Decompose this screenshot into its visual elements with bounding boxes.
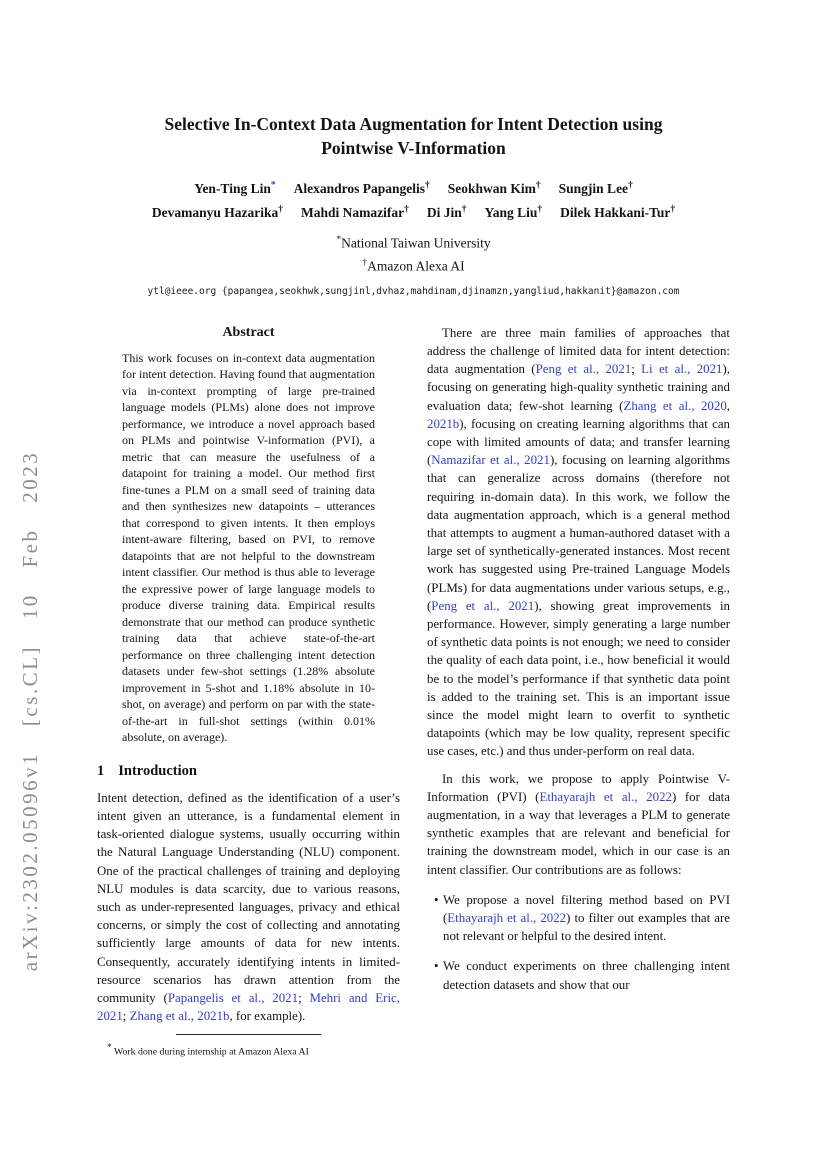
author-affiliation-mark: † [461,204,467,215]
footnote-rule [176,1034,321,1035]
author-affiliation-mark: † [535,180,541,191]
author-affiliation-mark: † [537,204,543,215]
body-text: We conduct experiments on three challenging intent detection datasets and show that our [443,959,730,992]
footnote-marker: * [107,1042,112,1053]
body-text: Intent detection, defined as the identification of a user’s intent given an utterance, is a fundamental element in task-oriented dialogue systems, usually occurring within the Natural Language Understanding (NLU) component. One of the practical challenges of training and deploying NLU modules is data scarcity, due to various reasons, such as under-represented languages, privacy and ethical concerns, or simply the cost of collecting and annotating sufficiently large amounts of data for new intents. Consequently, accurately identifying intents in limited-resource scenarios has drawn attention from the community ( [97,790,400,1005]
affiliation-ntu: *National Taiwan University [336,234,491,251]
body-text: ) to filter out examples that are not relevant or helpful to the desired intent. [443,911,730,944]
body-text: ), focusing on learning algorithms that can generalize across domains (therefore not requiring in-domain data). In this work, we follow the data augmentation approach, which is a general method that attempts to augment a human-authored dataset with a large set of synthetically-generated instances. Most recent work has suggested using Pre-trained Language Models (PLMs) for data augmentations under various setups, e.g., ( [427,453,730,613]
affiliation-mark-dagger: † [362,258,368,269]
citation-link[interactable]: Peng et al., 2021 [431,598,535,613]
paper-title [97,112,730,160]
contributions-list [427,891,730,994]
body-text: ; [631,362,642,377]
body-text: In this work, we propose to apply Pointwise V-Information (PVI) ( [427,771,730,804]
citation-link[interactable]: Papangelis et al., 2021 [167,990,299,1005]
citation-link[interactable]: 2021b [427,416,460,431]
author-name: Dilek Hakkani-Tur† [560,204,676,220]
contribution-bullet-1-text [443,891,730,946]
body-paragraph-pvi [427,770,730,879]
citation-link[interactable]: Li et al., 2021 [641,362,723,377]
body-text: , [726,398,731,413]
body-text: ), focusing on creating learning algorithms that can cope with limited amounts of data; and transfer learning ( [427,416,730,468]
author-list-row2 [97,199,730,223]
bullet-icon: • [434,892,439,907]
author-name: Yang Liu† [484,204,543,220]
intro-paragraph [97,789,400,1026]
citation-link[interactable]: Peng et al., 2021 [535,362,632,377]
paper-title-line1: Selective In-Context Data Augmentation for Intent Detection using [164,113,663,134]
citation-link[interactable]: Zhang et al., 2020 [623,398,727,413]
author-name: Seokhwan Kim† [447,180,541,197]
body-text: ; [122,1009,130,1024]
affiliations [97,230,730,277]
paper-content [97,0,730,1059]
bullet-icon: • [434,959,439,974]
author-affiliation-mark: † [278,204,284,215]
contribution-bullet-1 [427,891,730,946]
body-text: There are three main families of approaches that address the challenge of limited data for intent detection: data augmentation ( [427,325,730,377]
left-column [97,324,400,1059]
citation-link[interactable]: Ethayarajh et al., 2022 [447,911,567,926]
body-text: ), showing great improvements in performance. However, simply generating a large number of synthetic data points is not enough; we need to consider the quality of each data point, i.e., how beneficial it would be to the model’s performance if that synthetic data point is added to the training set. This is an important issue since the model might learn to overfit to synthetic datapoints (which may be low quality, represent specific use cases, etc.) and thus under-perform on real data. [427,598,730,759]
author-name: Devamanyu Hazarika† [151,204,284,220]
body-text: ), focusing on generating high-quality synthetic training and evaluation data; few-shot learning ( [427,362,730,413]
body-paragraph-approaches [427,324,730,761]
section-title: Introduction [118,762,197,779]
body-text: ; [298,990,310,1005]
author-affiliation-mark: † [425,180,430,191]
abstract-heading: Abstract [222,324,275,340]
section-heading-introduction [97,762,400,780]
paper-title-line2: Pointwise V-Information [321,137,506,158]
citation-link[interactable]: Namazifar et al., 2021 [431,453,550,468]
two-column-body [97,324,730,1059]
citation-link[interactable]: Zhang et al., 2021b [129,1009,230,1024]
right-column [427,324,730,994]
author-affiliation-mark: † [404,204,409,215]
body-text: ) for data augmentation, in a way that leverages a PLM to generate synthetic examples that are relevant and beneficial for training the downstream model, which in our case is an intent classifier. Our contributions are as follows: [427,789,730,877]
author-name: Sungjin Lee† [558,180,633,197]
contribution-bullet-2 [427,957,730,993]
affiliation-amazon: †Amazon Alexa AI [362,258,465,274]
author-name: Alexandros Papangelis† [293,180,430,197]
author-list-row1 [97,176,730,200]
contribution-bullet-2-text [443,957,730,993]
citation-link[interactable]: Ethayarajh et al., 2022 [539,789,672,804]
footnote [97,1042,400,1059]
author-name: Di Jin† [426,204,467,220]
author-emails: ytl@ieee.org {papangea,seokhwk,sungjinl,dvhaz,mahdinam,djinamzn,yangliud,hakkanit}@amazon.com [147,285,680,297]
body-text: , for example). [229,1009,306,1024]
citation-link[interactable]: Mehri and Eric, 2021 [97,990,400,1024]
section-number: 1 [97,762,105,779]
affiliation-mark-star: * [336,234,342,245]
author-affiliation-mark: † [628,180,633,191]
footnote-text: Work done during internship at Amazon Alexa AI [111,1046,309,1058]
abstract-text: This work focuses on in-context data augmentation for intent detection. Having found that augmentation via in-context prompting of large pre-trained language models (PLMs) alone does not improve performance, we introduce a novel approach based on PLMs and pointwise V-information (PVI), a metric that can measure the usefulness of a datapoint for training a model. Our method first fine-tunes a PLM on a small seed of training data and then synthesizes new datapoints – utterances that correspond to given intents. It then employs intent-aware filtering, based on PVI, to remove datapoints that are not helpful to the downstream intent classifier. Our method is thus able to leverage the expressive power of large language models to produce diverse training data. Empirical results demonstrate that our method can produce synthetic training data that achieve state-of-the-art performance on three challenging intent detection datasets under few-shot settings (1.28% absolute improvement in 5-shot and 1.18% absolute in 10-shot, on average) and perform on par with the state-of-the-art in full-shot settings (within 0.01% absolute, on average). [122,350,375,745]
arxiv-watermark: arXiv:2302.05096v1 [cs.CL] 10 Feb 2023 [18,450,42,972]
author-affiliation-mark: † [670,204,676,215]
author-name: Mahdi Namazifar† [301,204,409,220]
author-name: Yen-Ting Lin* [194,180,276,197]
body-text: We propose a novel filtering method based on PVI ( [443,892,730,926]
author-affiliation-mark: * [270,180,276,191]
